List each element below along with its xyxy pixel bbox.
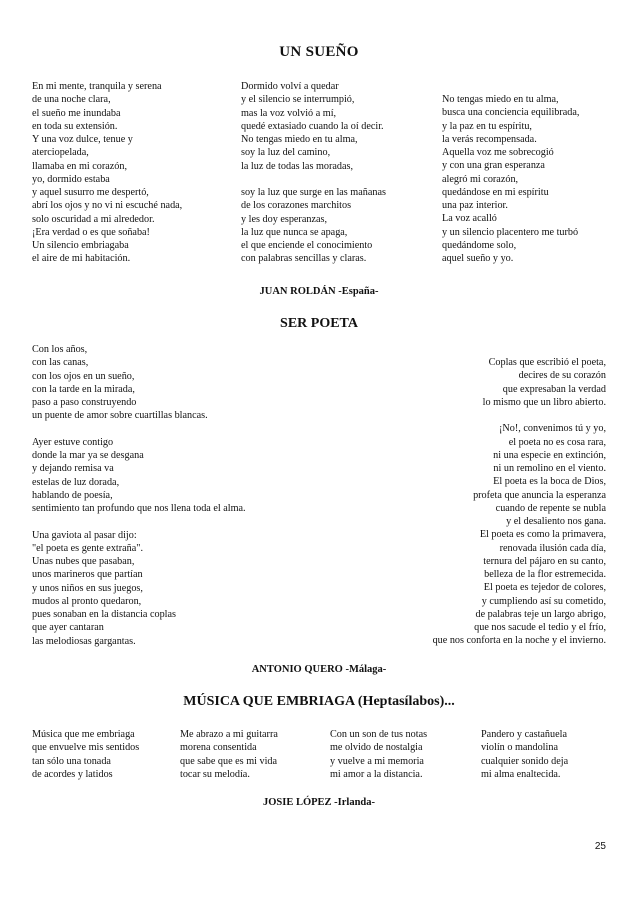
verse-line: Con los años, [32,344,88,355]
verse-line: y la paz en tu espíritu, [442,120,532,132]
verse-line: Dormido volví a quedar [241,81,339,92]
verse-line: soy la luz del camino, [241,147,331,159]
verse-line: Pandero y castañuela [481,729,567,740]
poem-title-musica-que-embriaga: MÚSICA QUE EMBRIAGA (Heptasílabos)... [183,694,455,709]
poem-title-ser-poeta: SER POETA [280,316,358,331]
verse-line: que expresaban la verdad [502,383,606,395]
verse-line: el poeta no es cosa rara, [508,436,606,448]
verse-line: un puente de amor sobre cuartillas blancas. [32,410,208,422]
verse-line: Y una voz dulce, tenue y [32,134,133,145]
verse-line: que envuelve mis sentidos [32,742,140,754]
poem3-stanza-4 [481,728,568,781]
verse-line: la luz de todas las moradas, [241,160,354,172]
verse-line: No tengas miedo en tu alma, [241,134,358,145]
verse-line: en toda su extensión. [32,120,118,132]
verse-line: profeta que anuncia la esperanza [473,489,606,501]
verse-line: con palabras sencillas y claras. [241,253,367,265]
verse-line: El poeta es la boca de Dios, [493,476,606,488]
poem-title-un-sueno: UN SUEÑO [279,44,359,60]
verse-line: una paz interior. [442,200,508,211]
verse-line: ¡No!, convenimos tú y yo, [499,423,606,435]
verse-line: y les doy esperanzas, [241,213,327,225]
poem2-author: ANTONIO QUERO -Málaga- [251,664,387,675]
verse-line: solo oscuridad a mi alrededor. [32,213,155,225]
verse-line: y vuelve a mi memoria [330,755,424,767]
verse-line: estelas de luz dorada, [32,476,120,488]
verse-line: y aquel susurro me despertó, [32,187,149,198]
verse-line: Unas nubes que pasaban, [32,556,135,567]
verse-line: Una gaviota al pasar dijo: [32,529,137,541]
verse-line: y el desaliento nos gana. [506,516,606,527]
verse-line: "el poeta es gente extraña". [32,542,143,554]
verse-line: tan sólo una tonada [32,755,111,767]
verse-line: con la tarde en la mirada, [32,383,135,395]
verse-line: que nos conforta en la noche y el invierno. [432,635,606,647]
poem1-column-2 [241,80,386,266]
verse-line: ternura del pájaro en su canto, [483,555,606,567]
verse-line: paso a paso construyendo [32,397,137,408]
verse-line: mas la voz volvió a mí, [241,107,337,119]
verse-line: y con una gran esperanza [442,160,545,172]
verse-line: ni un remolino en el viento. [493,463,606,474]
verse-line: donde la mar ya se desgana [32,450,144,461]
verse-line: aterciopelada, [32,147,89,159]
poem2-left-column [32,343,246,648]
poem2-right-column [433,356,606,648]
verse-line: Un silencio embriagaba [32,240,129,251]
verse-line: quedándose en mi espíritu [442,186,549,198]
verse-line: me olvido de nostalgia [330,742,423,754]
verse-line: soy la luz que surge en las mañanas [241,187,386,198]
verse-line: renovada ilusión cada día, [499,542,606,554]
verse-line: Aquella voz me sobrecogió [442,147,554,158]
verse-line: lo mismo que un libro abierto. [482,396,606,408]
poem3-stanza-1 [32,728,139,781]
verse-line: La voz acalló [442,213,497,225]
verse-line: la luz que nunca se apaga, [241,226,348,238]
verse-line: llamaba en mi corazón, [32,160,128,172]
verse-line: quedé extasiado cuando la oí decir. [241,120,384,132]
verse-line: yo, dormido estaba [32,173,110,185]
verse-line: tocar su melodía. [180,768,250,780]
page-number: 25 [594,841,606,852]
verse-line: decires de su corazón [518,370,606,382]
verse-line: alegró mi corazón, [442,173,519,185]
verse-line: y unos niños en sus juegos, [32,582,143,594]
verse-line: que ayer cantaran [32,622,104,634]
poem1-column-3 [442,93,579,265]
verse-line: Con un son de tus notas [330,729,428,740]
verse-line: de palabras teje un largo abrigo, [475,608,606,620]
verse-line: morena consentida [180,742,257,754]
verse-line: hablando de poesía, [32,489,113,501]
verse-line: que sabe que es mi vida [180,755,278,767]
verse-line: violín o mandolina [481,742,558,754]
verse-line: que nos sacude el tedio y el frío, [474,622,606,633]
poem1-column-1 [32,80,182,266]
verse-line: mi alma enaltecida. [481,768,561,780]
verse-line: y dejando remisa va [32,463,114,475]
verse-line: belleza de la flor estremecida. [484,569,606,580]
verse-line: pues sonaban en la distancia coplas [32,609,176,620]
verse-line: Me abrazo a mi guitarra [180,729,278,740]
verse-line: ni una especie en extinción, [493,449,606,461]
verse-line: sentimiento tan profundo que nos llena toda el alma. [32,503,246,514]
verse-line: y el silencio se interrumpió, [241,94,355,106]
verse-line: con las canas, [32,357,89,369]
verse-line: unos marineros que partían [32,569,143,581]
verse-line: cuando de repente se nubla [495,502,606,514]
verse-line: No tengas miedo en tu alma, [442,94,559,105]
verse-line: con los ojos en un sueño, [32,370,135,382]
verse-line: mudos al pronto quedaron, [32,595,142,607]
verse-line: Música que me embriaga [32,729,135,740]
poem3-stanza-3 [330,728,427,781]
verse-line: cualquier sonido deja [481,755,569,767]
verse-line: las melodiosas gargantas. [32,635,136,647]
verse-line: de acordes y latidos [32,768,113,780]
verse-line: busca una conciencia equilibrada, [442,107,580,119]
verse-line: abrí los ojos y no vi ni escuché nada, [32,200,183,212]
verse-line: El poeta es como la primavera, [479,529,606,541]
verse-line: el aire de mi habitación. [32,253,131,265]
verse-line: El poeta es tejedor de colores, [483,582,606,594]
verse-line: el que enciende el conocimiento [241,240,373,251]
verse-line: Coplas que escribió el poeta, [488,357,606,368]
verse-line: y un silencio placentero me turbó [442,226,579,238]
verse-line: Ayer estuve contigo [32,436,114,448]
verse-line: ¡Era verdad o es que soñaba! [32,226,150,238]
verse-line: la verás recompensada. [442,133,537,145]
verse-line: En mi mente, tranquila y serena [32,81,162,92]
verse-line: mi amor a la distancia. [330,768,423,780]
verse-line: y cumpliendo así su cometido, [481,595,606,607]
verse-line: el sueño me inundaba [32,107,121,119]
verse-line: de los corazones marchitos [241,200,352,212]
verse-line: de una noche clara, [32,94,111,106]
verse-line: aquel sueño y yo. [442,253,514,264]
poem3-author: JOSIE LÓPEZ -Irlanda- [262,797,376,808]
poem3-stanza-2 [180,728,278,781]
poem1-author: JUAN ROLDÁN -España- [259,286,379,297]
verse-line: quedándome solo, [442,239,517,251]
